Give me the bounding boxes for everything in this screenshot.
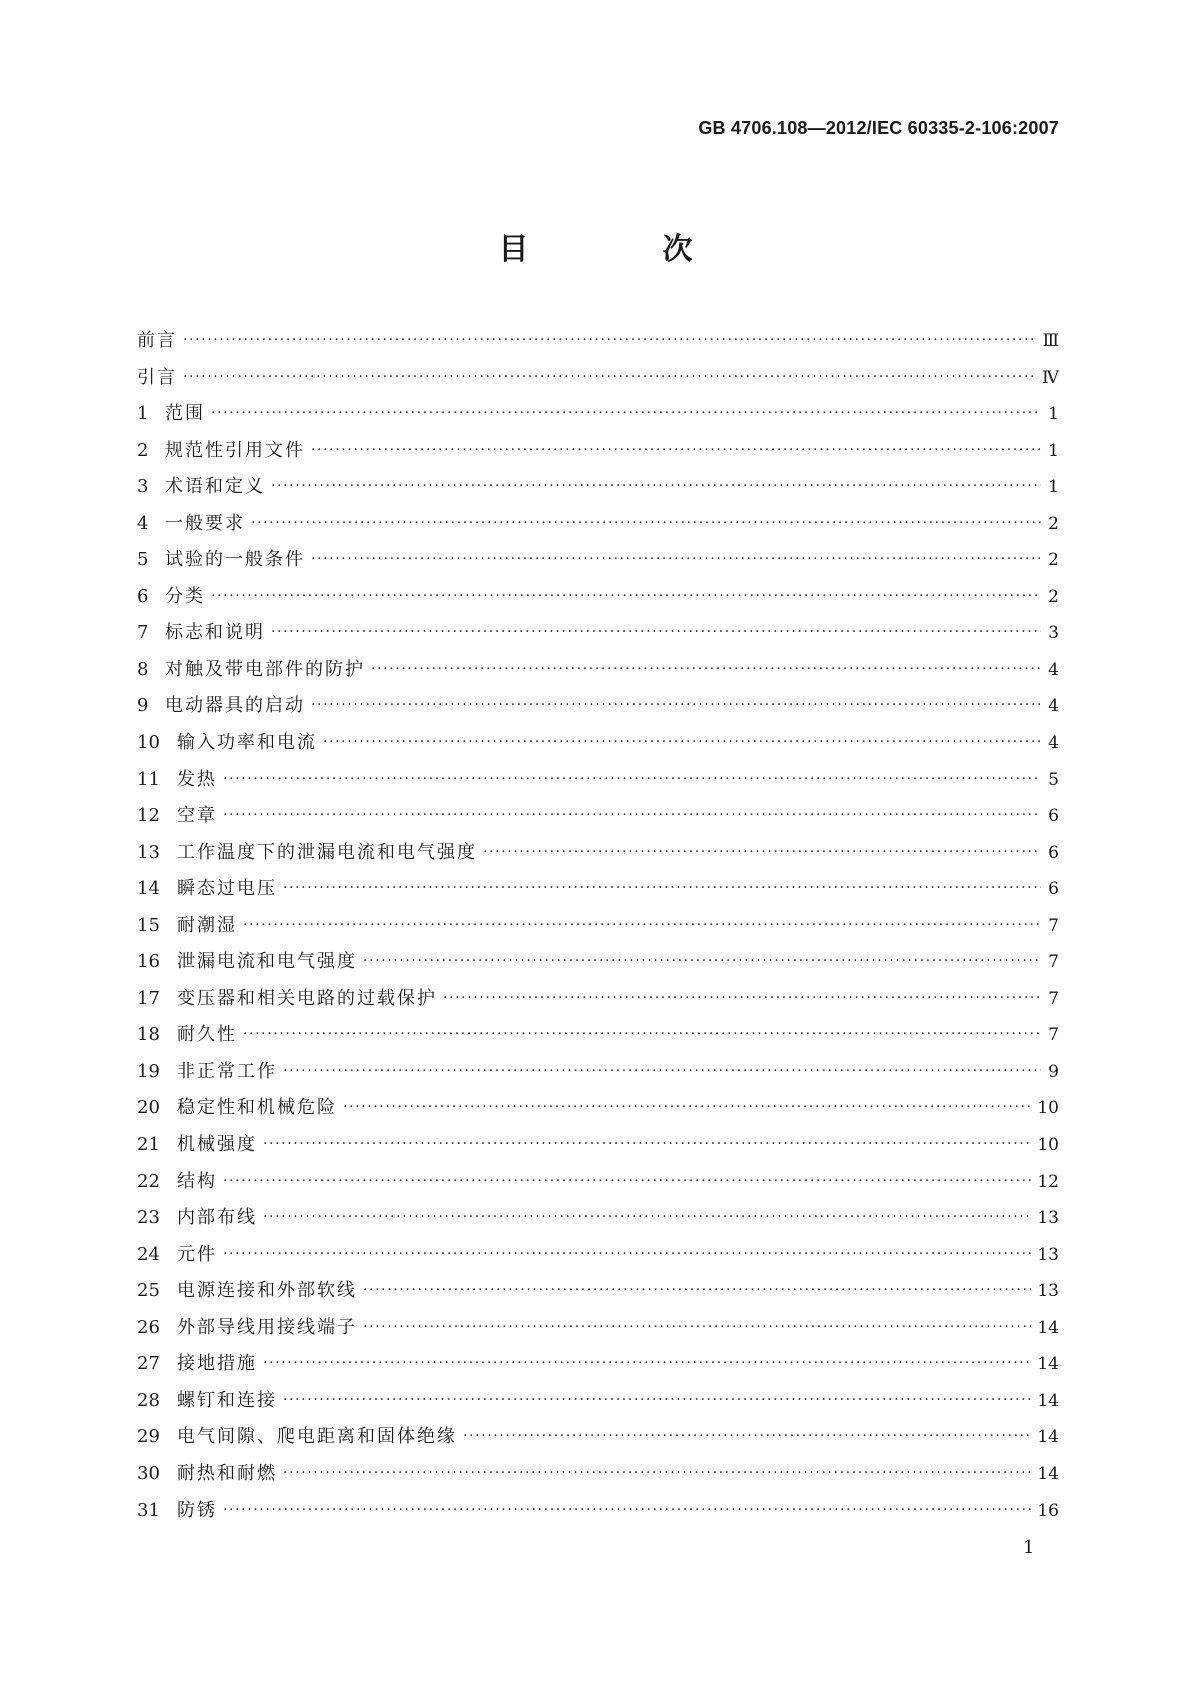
toc-entry-title: 工作温度下的泄漏电流和电气强度 xyxy=(177,841,477,863)
dot-leader xyxy=(243,1026,1041,1042)
toc-entry-title: 变压器和相关电路的过载保护 xyxy=(177,987,437,1009)
dot-leader xyxy=(211,588,1041,604)
dot-leader xyxy=(323,734,1041,750)
toc-entry-number: 15 xyxy=(137,914,160,936)
toc-entry-title: 前言 xyxy=(137,330,177,351)
toc-entry-number: 8 xyxy=(137,658,149,680)
toc-entry[interactable] xyxy=(137,326,1059,363)
toc-entry-page: 7 xyxy=(1048,988,1059,1009)
toc-entry-page: 14 xyxy=(1037,1463,1059,1484)
toc-entry-title: 元件 xyxy=(177,1243,217,1265)
dot-leader xyxy=(223,1246,1031,1262)
toc-entry-title: 接地措施 xyxy=(177,1353,257,1375)
dot-leader xyxy=(311,442,1041,458)
toc-entry-title: 非正常工作 xyxy=(177,1060,277,1082)
toc-entry[interactable] xyxy=(137,874,1059,911)
toc-entry-title: 范围 xyxy=(165,403,205,425)
toc-entry-page: 14 xyxy=(1037,1354,1059,1375)
toc-entry[interactable] xyxy=(137,1349,1059,1386)
toc-entry[interactable] xyxy=(137,1130,1059,1167)
toc-entry[interactable] xyxy=(137,509,1059,546)
dot-leader xyxy=(183,332,1037,348)
toc-entry-page: 6 xyxy=(1048,806,1059,827)
toc-entry-page: 7 xyxy=(1048,1025,1059,1046)
toc-entry-number: 22 xyxy=(137,1170,160,1192)
toc-entry-title: 电动器具的启动 xyxy=(165,695,305,717)
dot-leader xyxy=(223,1173,1031,1189)
toc-entry-page: Ⅳ xyxy=(1042,367,1059,388)
toc-entry-number: 12 xyxy=(137,805,160,827)
toc-entry-page: 3 xyxy=(1048,623,1059,644)
toc-entry[interactable] xyxy=(137,399,1059,436)
dot-leader xyxy=(283,1465,1031,1481)
toc-entry-title: 发热 xyxy=(177,768,217,790)
toc-entry[interactable] xyxy=(137,1276,1059,1313)
toc-entry[interactable] xyxy=(137,1496,1059,1533)
toc-entry[interactable] xyxy=(137,1057,1059,1094)
toc-entry-number: 18 xyxy=(137,1024,160,1046)
toc-entry-number: 21 xyxy=(137,1134,160,1156)
toc-entry-title: 结构 xyxy=(177,1170,217,1192)
toc-entry-page: 5 xyxy=(1048,769,1059,790)
toc-entry-number: 31 xyxy=(137,1499,160,1521)
toc-entry-number: 23 xyxy=(137,1207,160,1229)
toc-entry-title: 防锈 xyxy=(177,1499,217,1521)
toc-entry[interactable] xyxy=(137,1313,1059,1350)
toc-entry[interactable] xyxy=(137,1422,1059,1459)
toc-entry-number: 3 xyxy=(137,476,149,498)
toc-entry[interactable] xyxy=(137,545,1059,582)
dot-leader xyxy=(283,880,1041,896)
toc-entry-number: 11 xyxy=(137,768,160,790)
dot-leader xyxy=(363,1282,1031,1298)
toc-entry-number: 30 xyxy=(137,1462,160,1484)
toc-entry-number: 26 xyxy=(137,1316,160,1338)
toc-entry-page: Ⅲ xyxy=(1042,331,1059,351)
toc-entry[interactable] xyxy=(137,1459,1059,1496)
dot-leader xyxy=(463,1428,1031,1444)
toc-entry-title: 输入功率和电流 xyxy=(177,732,317,754)
toc-entry-title: 泄漏电流和电气强度 xyxy=(177,951,357,973)
dot-leader xyxy=(211,405,1041,421)
dot-leader xyxy=(363,1319,1031,1335)
toc-entry-page: 4 xyxy=(1048,733,1059,754)
toc-entry-title: 试验的一般条件 xyxy=(165,549,305,571)
toc-entry-number: 1 xyxy=(137,403,149,425)
toc-entry-page: 13 xyxy=(1037,1281,1059,1302)
toc-entry-page: 14 xyxy=(1037,1317,1059,1338)
toc-entry-page: 6 xyxy=(1048,879,1059,900)
toc-entry-page: 1 xyxy=(1048,404,1059,425)
toc-entry-number: 9 xyxy=(137,695,149,717)
dot-leader xyxy=(283,1063,1041,1079)
toc-entry-number: 6 xyxy=(137,585,149,607)
toc-entry-title: 耐潮湿 xyxy=(177,914,237,936)
dot-leader xyxy=(263,1355,1031,1371)
toc-entry[interactable] xyxy=(137,363,1059,400)
toc-entry-page: 14 xyxy=(1037,1427,1059,1448)
toc-entry-title: 标志和说明 xyxy=(165,622,265,644)
toc-entry-number: 29 xyxy=(137,1426,160,1448)
toc-entry-page: 16 xyxy=(1037,1500,1059,1521)
toc-entry-page: 7 xyxy=(1048,952,1059,973)
toc-entry[interactable] xyxy=(137,1203,1059,1240)
toc-entry-number: 10 xyxy=(137,732,160,754)
toc-entry-number: 25 xyxy=(137,1280,160,1302)
toc-entry[interactable] xyxy=(137,838,1059,875)
toc-entry-page: 12 xyxy=(1037,1171,1059,1192)
toc-entry[interactable] xyxy=(137,1167,1059,1204)
toc-entry-title: 一般要求 xyxy=(165,512,245,534)
toc-entry[interactable] xyxy=(137,1020,1059,1057)
toc-entry[interactable] xyxy=(137,1386,1059,1423)
toc-entry-title: 空章 xyxy=(177,805,217,827)
dot-leader xyxy=(243,917,1041,933)
toc-entry[interactable] xyxy=(137,911,1059,948)
toc-entry-number: 28 xyxy=(137,1389,160,1411)
table-of-contents xyxy=(137,326,1059,1532)
dot-leader xyxy=(371,661,1041,677)
toc-entry[interactable] xyxy=(137,1093,1059,1130)
dot-leader xyxy=(271,478,1041,494)
dot-leader xyxy=(283,1392,1031,1408)
toc-entry[interactable] xyxy=(137,691,1059,728)
toc-entry-title: 机械强度 xyxy=(177,1134,257,1156)
dot-leader xyxy=(483,844,1041,860)
toc-entry-page: 10 xyxy=(1037,1135,1059,1156)
dot-leader xyxy=(311,551,1041,567)
toc-entry[interactable] xyxy=(137,655,1059,692)
dot-leader xyxy=(343,1099,1031,1115)
toc-entry-number: 14 xyxy=(137,878,160,900)
toc-entry-title: 螺钉和连接 xyxy=(177,1389,277,1411)
dot-leader xyxy=(443,990,1041,1006)
toc-entry[interactable] xyxy=(137,801,1059,838)
toc-entry[interactable] xyxy=(137,436,1059,473)
dot-leader xyxy=(311,697,1041,713)
dot-leader xyxy=(263,1209,1031,1225)
toc-entry-page: 10 xyxy=(1037,1098,1059,1119)
toc-entry-title: 引言 xyxy=(137,366,177,388)
standard-number-header: GB 4706.108—2012/IEC 60335-2-106:2007 xyxy=(698,118,1059,138)
toc-entry-title: 外部导线用接线端子 xyxy=(177,1316,357,1338)
toc-entry[interactable] xyxy=(137,984,1059,1021)
toc-entry-page: 6 xyxy=(1048,842,1059,863)
dot-leader xyxy=(223,807,1041,823)
toc-entry-number: 17 xyxy=(137,987,160,1009)
toc-entry[interactable] xyxy=(137,947,1059,984)
toc-entry-title: 电气间隙、爬电距离和固体绝缘 xyxy=(177,1426,457,1448)
toc-entry-page: 9 xyxy=(1048,1061,1059,1082)
toc-entry[interactable] xyxy=(137,728,1059,765)
toc-entry-page: 14 xyxy=(1037,1390,1059,1411)
toc-entry-page: 1 xyxy=(1048,477,1059,498)
toc-entry-page: 4 xyxy=(1048,696,1059,717)
toc-entry-title: 规范性引用文件 xyxy=(165,439,305,461)
toc-entry-number: 16 xyxy=(137,951,160,973)
toc-entry[interactable] xyxy=(137,765,1059,802)
toc-entry-title: 耐久性 xyxy=(177,1024,237,1046)
toc-entry[interactable] xyxy=(137,582,1059,619)
toc-entry-title: 分类 xyxy=(165,585,205,607)
toc-entry-number: 7 xyxy=(137,622,149,644)
page-number: 1 xyxy=(1023,1537,1035,1558)
dot-leader xyxy=(223,1502,1031,1518)
toc-entry-number: 27 xyxy=(137,1353,160,1375)
toc-entry-number: 19 xyxy=(137,1060,160,1082)
toc-entry-page: 13 xyxy=(1037,1208,1059,1229)
toc-entry-page: 2 xyxy=(1048,513,1059,534)
toc-entry-title: 内部布线 xyxy=(177,1207,257,1229)
toc-entry[interactable] xyxy=(137,472,1059,509)
dot-leader xyxy=(183,369,1036,385)
toc-entry-title: 对触及带电部件的防护 xyxy=(165,658,365,680)
dot-leader xyxy=(263,1136,1031,1152)
toc-entry[interactable] xyxy=(137,1240,1059,1277)
toc-entry-page: 4 xyxy=(1048,659,1059,680)
dot-leader xyxy=(251,515,1041,531)
dot-leader xyxy=(363,953,1041,969)
toc-entry-title: 电源连接和外部软线 xyxy=(177,1280,357,1302)
toc-entry-title: 耐热和耐燃 xyxy=(177,1462,277,1484)
dot-leader xyxy=(271,624,1041,640)
toc-entry-number: 24 xyxy=(137,1243,160,1265)
toc-entry-number: 20 xyxy=(137,1097,160,1119)
toc-entry-page: 2 xyxy=(1048,586,1059,607)
toc-entry-page: 7 xyxy=(1048,915,1059,936)
toc-entry-number: 4 xyxy=(137,512,149,534)
toc-entry-page: 1 xyxy=(1048,440,1059,461)
toc-entry-number: 2 xyxy=(137,439,149,461)
toc-entry-page: 13 xyxy=(1037,1244,1059,1265)
toc-entry-title: 稳定性和机械危险 xyxy=(177,1097,337,1119)
dot-leader xyxy=(223,771,1041,787)
toc-entry-number: 5 xyxy=(137,549,149,571)
toc-entry-number: 13 xyxy=(137,841,160,863)
toc-entry-title: 术语和定义 xyxy=(165,476,265,498)
toc-entry-page: 2 xyxy=(1048,550,1059,571)
toc-entry[interactable] xyxy=(137,618,1059,655)
toc-entry-title: 瞬态过电压 xyxy=(177,878,277,900)
toc-title: 目 次 xyxy=(498,232,745,267)
